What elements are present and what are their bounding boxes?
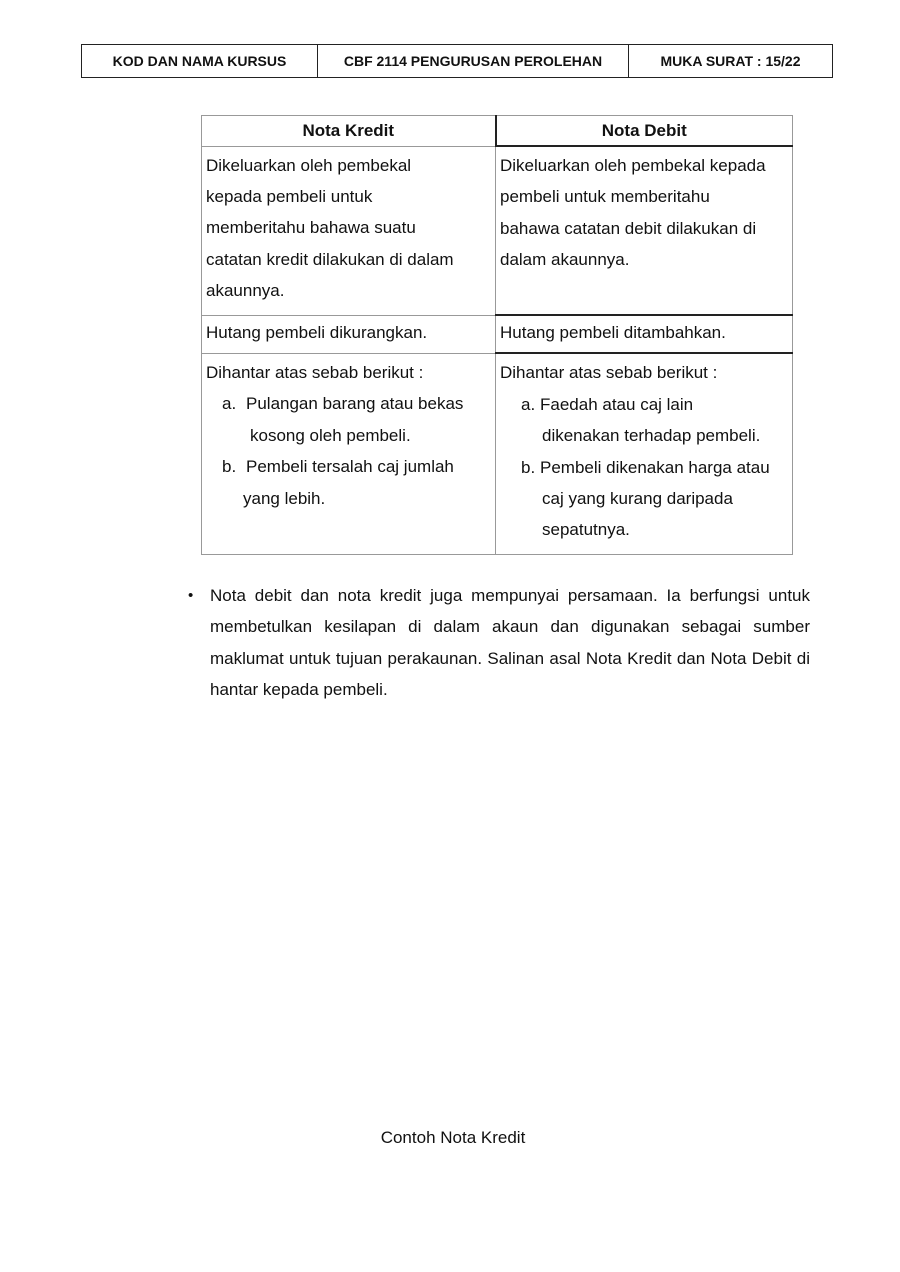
debit-hutang-cell: Hutang pembeli ditambahkan. <box>496 315 793 353</box>
page-header <box>81 44 833 78</box>
debit-definition-line: bahawa catatan debit dilakukan di <box>500 218 757 238</box>
table-header-row <box>202 116 793 147</box>
list-item-text: Pulangan barang atau bekas <box>246 394 464 414</box>
page-number: MUKA SURAT : 15/22 <box>629 45 833 78</box>
table-row-reasons <box>202 353 793 554</box>
kredit-definition-line: Dikeluarkan oleh pembekal <box>206 155 412 175</box>
list-marker: b. <box>222 457 237 477</box>
kredit-definition-line: kepada pembeli untuk <box>206 186 373 206</box>
list-item-text: Faedah atau caj lain <box>540 394 694 414</box>
course-name: CBF 2114 PENGURUSAN PEROLEHAN <box>318 45 629 78</box>
kredit-definition-line: memberitahu bahawa suatu <box>206 218 416 238</box>
table-row-definition <box>202 146 793 315</box>
list-item-continuation: kosong oleh pembeli. <box>250 425 411 445</box>
debit-definition-line: Dikeluarkan oleh pembekal kepada <box>500 156 766 175</box>
list-item-continuation: dikenakan terhadap pembeli. <box>542 426 761 446</box>
figure-caption: Contoh Nota Kredit <box>380 1128 526 1147</box>
list-marker: b. <box>521 457 536 477</box>
header-nota-debit: Nota Debit <box>496 116 793 147</box>
kredit-definition-line: akaunnya. <box>206 281 285 301</box>
list-marker: a. <box>521 394 536 414</box>
list-item <box>500 452 788 483</box>
kredit-definition-cell <box>202 146 496 315</box>
kredit-reasons-cell <box>202 353 496 554</box>
kredit-definition-line: catatan kredit dilakukan di dalam <box>206 249 454 269</box>
debit-reasons-intro: Dihantar atas sebab berikut : <box>500 363 718 383</box>
header-nota-kredit: Nota Kredit <box>202 116 496 147</box>
debit-definition-line: pembeli untuk memberitahu <box>500 187 710 207</box>
list-item-continuation: yang lebih. <box>243 488 326 508</box>
list-item-text: Pembeli tersalah caj jumlah <box>246 457 454 477</box>
course-label: KOD DAN NAMA KURSUS <box>82 45 318 78</box>
paragraph-text: Nota debit dan nota kredit juga mempunyai persamaan. Ia berfungsi untuk membetulkan kesilapan di dalam akaun dan digunakan sebagai sumber maklumat untuk tujuan perakaunan. Salinan asal Nota Kredit dan Nota Debit di hantar kepada pembeli. <box>210 586 810 700</box>
table-row-hutang <box>202 315 793 353</box>
list-marker: a. <box>222 394 237 414</box>
debit-definition-cell <box>496 146 793 315</box>
list-item-continuation: sepatutnya. <box>542 520 630 540</box>
list-item <box>206 451 491 482</box>
list-item <box>206 388 491 419</box>
bullet-marker: • <box>188 587 194 604</box>
debit-reasons-cell <box>496 353 793 554</box>
list-item <box>500 389 788 420</box>
list-item-continuation: caj yang kurang daripada <box>542 489 733 509</box>
comparison-table <box>201 115 793 555</box>
kredit-reasons-intro: Dihantar atas sebab berikut : <box>206 362 424 382</box>
kredit-hutang-cell: Hutang pembeli dikurangkan. <box>202 315 496 353</box>
bullet-paragraph <box>188 580 810 706</box>
list-item-text: Pembeli dikenakan harga atau <box>540 457 770 477</box>
debit-definition-line: dalam akaunnya. <box>500 250 630 270</box>
